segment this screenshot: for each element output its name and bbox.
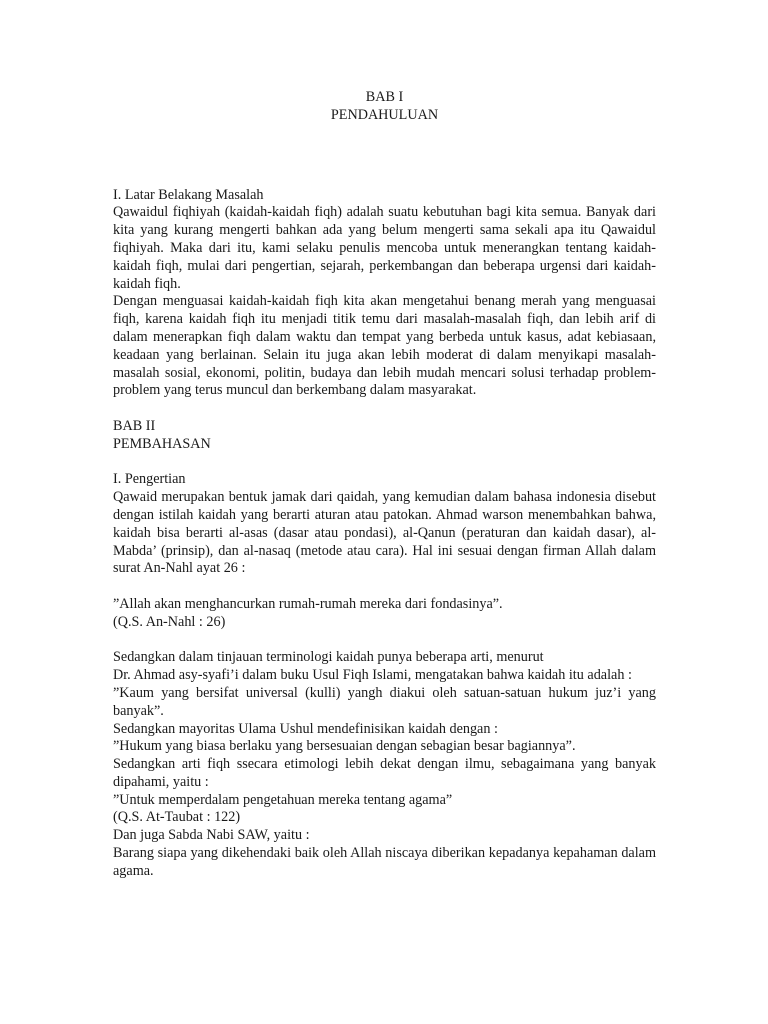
latar-paragraph-2: Dengan menguasai kaidah-kaidah fiqh kita akan mengetahui benang merah yang menguasai fiqh, karena kaidah fiqh itu menjadi titik temu dari masalah-masalah fiqh, dan lebih arif di dalam menerapkan fiqh dalam waktu dan tempat yang berbeda untuk kasus, adat kebiasaan, keadaan yang berlainan. Selain itu juga akan lebih moderat di dalam menyikapi masalah-masalah sosial, ekonomi, politin, budaya dan lebih mudah mencari solusi terhadap problem-problem yang terus muncul dan berkembang dalam masyarakat. [113, 293, 656, 399]
section-latar-heading: I. Latar Belakang Masalah [113, 186, 264, 203]
quote-at-taubat: ”Untuk memperdalam pengetahuan mereka tentang agama” [113, 791, 453, 808]
quote-an-nahl: ”Allah akan menghancurkan rumah-rumah mereka dari fondasinya”. [113, 595, 503, 612]
quote-kaum-universal: ”Kaum yang bersifat universal (kulli) yangh diakui oleh satuan-satuan hukum juz’i yang banyak”. [113, 684, 656, 719]
spacer [113, 125, 656, 187]
spacer [113, 454, 656, 472]
hadith-line: Barang siapa yang dikehendaki baik oleh Allah niscaya diberikan kepadanya kepahaman dalam agama. [113, 845, 656, 879]
chapter-2-label: BAB II [113, 417, 156, 434]
etimologi-line: Sedangkan arti fiqh ssecara etimologi lebih dekat dengan ilmu, sebagaimana yang banyak dipahami, yaitu : [113, 756, 656, 790]
spacer [113, 632, 656, 650]
quote-hukum-biasa: ”Hukum yang biasa berlaku yang bersesuaian dengan sebagian besar bagiannya”. [113, 738, 576, 755]
pengertian-paragraph-1: Qawaid merupakan bentuk jamak dari qaidah, yang kemudian dalam bahasa indonesia disebut dengan istilah kaidah yang berarti aturan atau patokan. Ahmad warson menembahkan bahwa, kaidah bisa berarti al-asas (dasar atau pondasi), al-Qanun (peraturan dan kaidah dasar), al-Mabda’ (prinsip), dan al-nasaq (metode atau cara). Hal ini sesuai dengan firman Allah dalam surat An-Nahl ayat 26 : [113, 489, 656, 577]
spacer [113, 578, 656, 596]
document-content [113, 89, 656, 881]
spacer [113, 400, 656, 418]
terminologi-line: Sedangkan dalam tinjauan terminologi kaidah punya beberapa arti, menurut [113, 649, 544, 666]
mayoritas-ulama-line: Sedangkan mayoritas Ulama Ushul mendefinisikan kaidah dengan : [113, 720, 498, 737]
quote-an-nahl-reference: (Q.S. An-Nahl : 26) [113, 613, 226, 630]
quote-at-taubat-reference: (Q.S. At-Taubat : 122) [113, 809, 241, 826]
chapter-2-title: PEMBAHASAN [113, 435, 211, 452]
chapter-1-title: PENDAHULUAN [330, 106, 439, 123]
section-pengertian-heading: I. Pengertian [113, 471, 186, 488]
sabda-nabi-line: Dan juga Sabda Nabi SAW, yaitu : [113, 827, 310, 844]
chapter-1-label: BAB I [365, 89, 404, 105]
syafii-line: Dr. Ahmad asy-syafi’i dalam buku Usul Fiqh Islami, mengatakan bahwa kaidah itu adalah : [113, 667, 632, 684]
latar-paragraph-1: Qawaidul fiqhiyah (kaidah-kaidah fiqh) adalah suatu kebutuhan bagi kita semua. Banyak dari kita yang kurang mengerti bahkan ada yang belum mengerti sama sekali apa itu Qawaidul fiqhiyah. Maka dari itu, kami selaku penulis mencoba untuk menerangkan tentang kaidah-kaidah fiqh, mulai dari pengertian, sejarah, perkembangan dan beberapa urgensi dari kaidah-kaidah fiqh. [113, 204, 656, 292]
